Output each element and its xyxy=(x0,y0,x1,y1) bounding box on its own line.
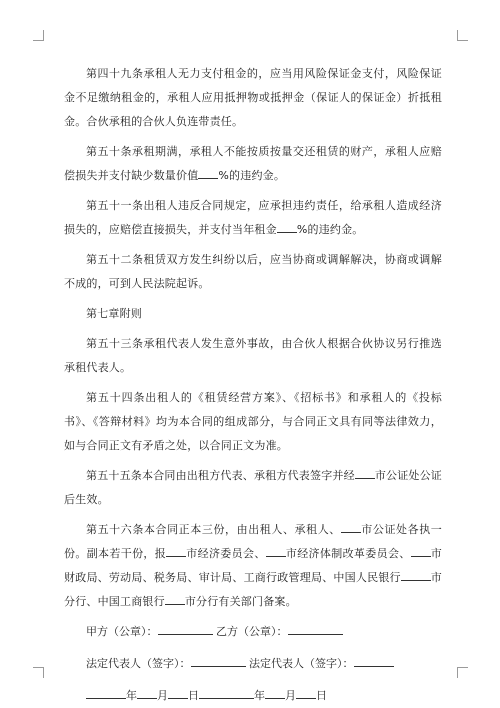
month-label: 月 xyxy=(157,689,168,702)
rep-b-field[interactable] xyxy=(354,654,394,667)
rep-a-label: 法定代表人（签字）： xyxy=(86,657,191,670)
party-a-field[interactable] xyxy=(158,622,213,635)
article-56 xyxy=(64,518,442,614)
month-label: 月 xyxy=(285,689,296,702)
signature-row-representatives xyxy=(86,652,442,676)
article-50-tail: %的违约金。 xyxy=(218,169,286,182)
article-56-text: 市分行有关部门备案。 xyxy=(184,595,297,608)
rep-b-label: 法定代表人（签字）： xyxy=(249,657,354,670)
chapter-heading: 第七章附则 xyxy=(86,307,142,320)
article-51-tail: %的违约金。 xyxy=(296,223,364,236)
month-field[interactable] xyxy=(265,686,285,699)
article-51-text: 第五十一条出租人违反合同规定，应承担违约责任，给承租人造成经济损失的，应赔偿直接损失，并支付当年租金 xyxy=(64,199,442,236)
blank-field[interactable] xyxy=(165,592,185,605)
article-56-text: 第五十六条本合同正本三份，由出租人、承租人、 xyxy=(86,523,341,536)
blank-field[interactable] xyxy=(355,466,375,479)
document-body xyxy=(64,62,442,708)
blank-field[interactable] xyxy=(166,544,186,557)
party-b-label: 乙方（公章）： xyxy=(216,625,288,638)
article-56-text: 市财政局、劳动局、税务局、审计局、工商行政管理局、中国人民银行 xyxy=(64,547,443,584)
page-corner-mark xyxy=(33,667,44,678)
year-field[interactable] xyxy=(86,686,126,699)
article-52: 第五十二条租赁双方发生纠纷以后，应当协商或调解解决，协商或调解不成的，可到人民法院起诉。 xyxy=(64,253,442,290)
article-55-tail: 市公证处公证后生效。 xyxy=(64,469,443,506)
blank-field[interactable] xyxy=(341,520,361,533)
article-50 xyxy=(64,140,442,188)
page-corner-mark xyxy=(457,30,468,41)
article-54: 第五十四条出租人的《租赁经营方案》、《招标书》和承租人的《投标书》、《答辩材料》均为本合同的组成部分，与合同正文具有同等法律效力，如与合同正文有矛盾之处，以合同正文为准。 xyxy=(64,391,442,452)
article-56-text: 市经济体制改革委员会、 xyxy=(285,547,411,560)
day-label: 日 xyxy=(316,689,327,702)
article-55-text: 第五十五条本合同由出租方代表、承租方代表签字并经 xyxy=(86,469,355,482)
month-field[interactable] xyxy=(137,686,157,699)
article-56-text: 市公证处各执一份。副本若干份，报 xyxy=(64,523,442,560)
party-a-label: 甲方（公章）： xyxy=(86,625,158,638)
article-49: 第四十九条承租人无力支付租金的，应当用风险保证金支付，风险保证金不足缴纳租金的，承租人应用抵押物或抵押金（保证人的保证金）折抵租金。合伙承租的合伙人负连带责任。 xyxy=(64,67,442,128)
blank-field[interactable] xyxy=(198,166,218,179)
page-corner-mark xyxy=(457,667,468,678)
signature-row-parties xyxy=(86,620,442,644)
article-56-text: 市经济委员会、 xyxy=(186,547,266,560)
date-row xyxy=(86,684,442,708)
blank-field[interactable] xyxy=(277,220,297,233)
year-label: 年 xyxy=(254,689,265,702)
blank-field[interactable] xyxy=(401,568,431,581)
blank-field[interactable] xyxy=(411,544,431,557)
article-55 xyxy=(64,464,442,512)
year-label: 年 xyxy=(126,689,137,702)
page-corner-mark xyxy=(33,30,44,41)
article-53: 第五十三条承租代表人发生意外事故，由合伙人根据合伙协议另行推选承租代表人。 xyxy=(64,337,442,374)
rep-a-field[interactable] xyxy=(191,654,246,667)
day-field[interactable] xyxy=(296,686,316,699)
article-56-text: 市分行、中国工商银行 xyxy=(64,571,443,608)
year-field[interactable] xyxy=(199,686,254,699)
article-50-text: 第五十条承租期满，承租人不能按质按量交还租赁的财产，承租人应赔偿损失并支付缺少数量价值 xyxy=(64,145,442,182)
blank-field[interactable] xyxy=(266,544,286,557)
article-51 xyxy=(64,194,442,242)
day-label: 日 xyxy=(188,689,199,702)
day-field[interactable] xyxy=(168,686,188,699)
party-b-field[interactable] xyxy=(288,622,343,635)
